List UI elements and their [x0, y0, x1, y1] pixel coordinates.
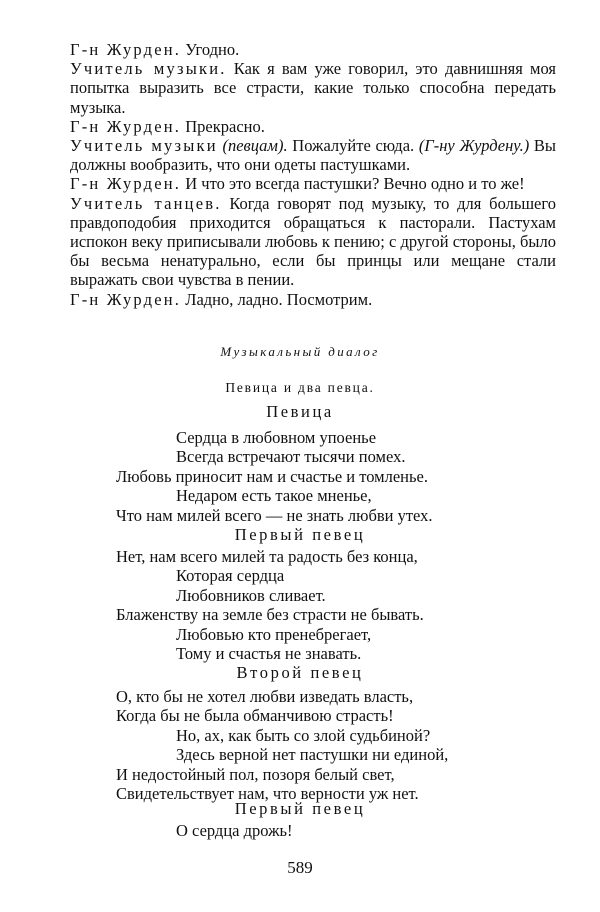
prose-paragraph: [70, 194, 556, 290]
verse-line: Сердца в любовном упоенье: [176, 428, 377, 447]
speech-text: Ладно, ладно. Посмотрим.: [181, 289, 373, 309]
verse-line: Блаженству на земле без страсти не бывать.: [116, 605, 424, 625]
speech-text: Когда говорят под музыку, то для большего правдоподобия приходится обращаться к пасторали. Пастухам испокон веку приписывали любовь к пению; с другой стороны, было бы весьма ненатурально, если бы принцы или мещане стали выражать свои чувства в пении.: [70, 193, 556, 290]
verse-line: Тому и счастья не знавать.: [176, 644, 362, 664]
verse-line: Нет, нам всего милей та радость без конца,: [116, 547, 418, 566]
verse-line: Здесь верной нет пастушки ни единой,: [176, 745, 449, 765]
verse-line: Любовь приносит нам и счастье и томленье.: [116, 466, 428, 486]
speaker-name: Учитель танцев.: [70, 193, 222, 213]
role-heading: Певица: [266, 402, 334, 421]
verse-line: Свидетельствует нам, что верности уж нет.: [116, 784, 419, 804]
speaker-name: Г-н Журден.: [70, 116, 182, 136]
speaker-name: Г-н Журден.: [70, 40, 182, 59]
verse-line: Любовников сливает.: [176, 585, 326, 605]
verse-line: Но, ах, как быть со злой судьбиной?: [176, 725, 431, 745]
prose-paragraph: [70, 117, 556, 136]
verse-line: Что нам милей всего — не знать любви утех.: [116, 505, 433, 525]
speech-text: Угодно.: [181, 40, 240, 59]
verse-stanza: [116, 428, 433, 525]
speech-text: Вы должны вообразить, что они одеты пастушками.: [70, 136, 556, 175]
speaker-name: Г-н Журден.: [70, 174, 182, 194]
prose-paragraph: [70, 59, 556, 117]
verse-line: Любовью кто пренебрегает,: [176, 624, 372, 644]
role-heading: Второй певец: [236, 663, 364, 682]
speech-text: Пожалуйте сюда.: [287, 136, 419, 156]
prose-paragraph: [70, 290, 556, 309]
verse-line: Которая сердца: [176, 566, 285, 586]
speaker-name: Г-н Журден.: [70, 289, 182, 309]
prose-paragraph: [70, 136, 556, 174]
speaker-name: Учитель музыки: [70, 136, 218, 156]
dialog-subtitle: Певица и два певца.: [225, 380, 375, 395]
page-number: 589: [287, 858, 313, 877]
verse-line: О сердца дрожь!: [176, 821, 293, 840]
verse-stanza: [116, 547, 424, 663]
speech-text: Как я вам уже говорил, это давнишняя моя попытка выразить все страсти, какие только способна передать музыка.: [70, 59, 557, 117]
role-heading: Первый певец: [234, 525, 366, 544]
verse-stanza: [116, 687, 449, 804]
verse-line: Когда бы не была обманчивою страсть!: [116, 706, 394, 726]
stage-direction: (Г-ну Журдену.): [418, 136, 530, 156]
speaker-name: Учитель музыки.: [70, 59, 227, 79]
verse-stanza: [116, 821, 293, 840]
speech-text: И что это всегда пастушки? Вечно одно и то же!: [181, 174, 525, 194]
verse-line: О, кто бы не хотел любви изведать власть,: [116, 687, 414, 706]
prose-paragraph: [70, 40, 556, 59]
prose-block: [70, 40, 556, 309]
dialog-title: Музыкальный диалог: [220, 344, 380, 359]
verse-line: Всегда встречают тысячи помех.: [176, 447, 406, 467]
role-heading: Первый певец: [234, 799, 366, 818]
verse-line: И недостойный пол, позоря белый свет,: [116, 764, 395, 784]
prose-paragraph: [70, 174, 556, 193]
stage-direction: (певцам).: [217, 136, 288, 156]
verse-line: Недаром есть такое мненье,: [176, 486, 372, 506]
speech-text: Прекрасно.: [181, 116, 265, 136]
